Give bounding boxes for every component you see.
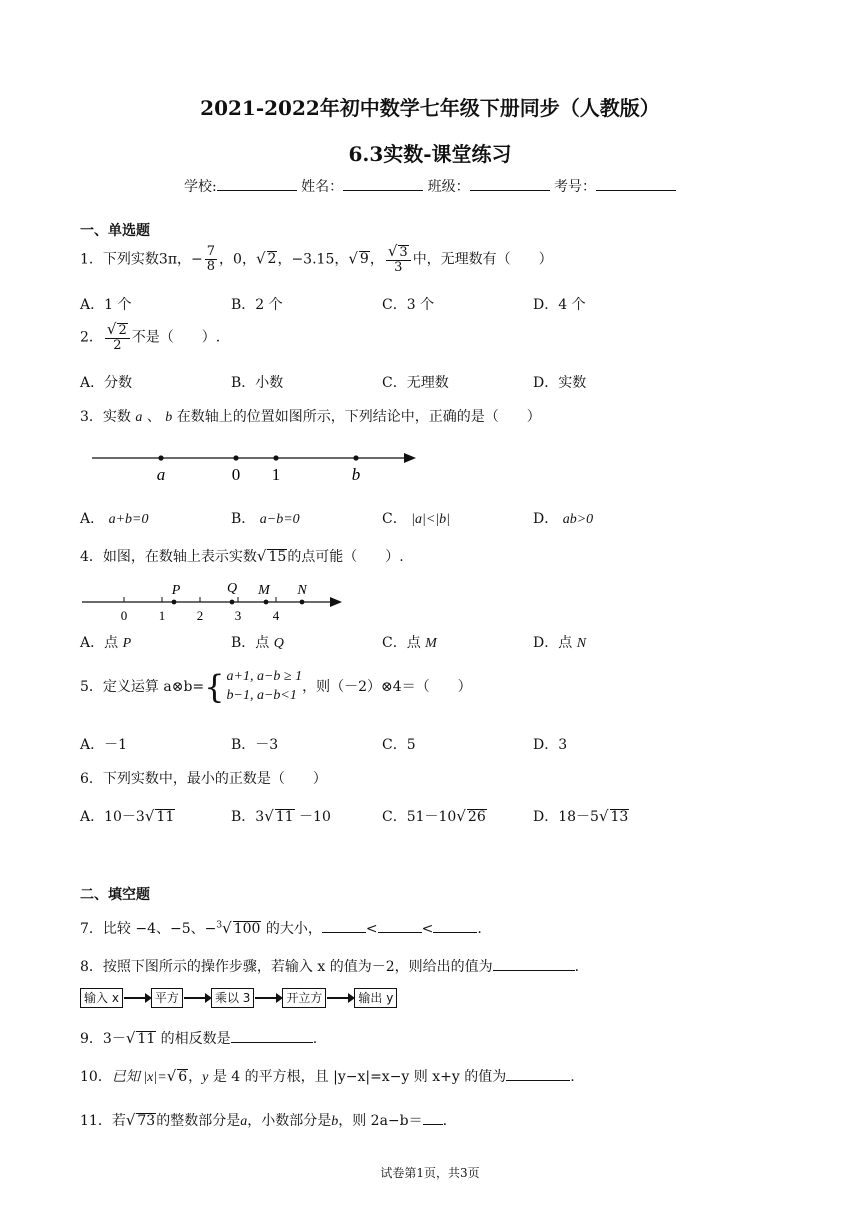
question-7 xyxy=(80,918,482,938)
q4-num-1: 1 xyxy=(158,608,166,623)
class-blank[interactable] xyxy=(470,178,550,191)
q5-text-b: ，则（－2）⊗4＝（ ） xyxy=(302,678,472,695)
radical-sign: √ xyxy=(144,807,155,825)
q4-option-d[interactable] xyxy=(533,632,586,652)
document-subtitle: 6.3实数-课堂练习 xyxy=(348,142,512,166)
q3-text-b: 在数轴上的位置如图所示，下列结论中，正确的是（ ） xyxy=(176,409,541,425)
question-3 xyxy=(80,406,541,426)
q1-sqrt-2: 2 xyxy=(267,251,277,268)
q4-option-c-letter: C．点 xyxy=(382,635,426,651)
q6-option-c-radicand: 26 xyxy=(467,809,486,825)
q4-label-n: N xyxy=(297,583,307,598)
section-single-choice: 一、单选题 xyxy=(80,223,150,239)
q1-option-b[interactable]: B．2 个 xyxy=(231,297,283,313)
radical-sign: √ xyxy=(125,1111,136,1129)
q3-label-b: b xyxy=(351,465,361,484)
page-footer: 试卷第1页，共3页 xyxy=(380,1166,480,1180)
q3-option-b[interactable] xyxy=(231,508,300,528)
q1-prefix: 下列实数3π， xyxy=(102,251,192,268)
q10-radicand: 6 xyxy=(178,1069,188,1085)
q8-text: 按照下图所示的操作步骤，若输入 x 的值为－2，则给出的值为 xyxy=(102,959,493,975)
flow-arrow-icon xyxy=(124,997,150,999)
q5-case-2: b−1, a−b<1 xyxy=(226,687,297,703)
radical-sign: √ xyxy=(255,249,266,268)
q9-pre: 3－ xyxy=(102,1031,126,1047)
q6-option-d-radicand: 13 xyxy=(610,809,629,825)
q4-num-4: 4 xyxy=(272,608,280,623)
radical-sign: √ xyxy=(166,1067,177,1085)
q5-number: 5． xyxy=(80,678,103,695)
q9-end: . xyxy=(312,1031,318,1047)
q8-number: 8． xyxy=(80,959,103,975)
q3-option-a-expr: a+b=0 xyxy=(108,512,149,527)
q4-label-m: M xyxy=(258,583,270,598)
radical-sign: √ xyxy=(456,807,466,825)
q1-fraction-7-8 xyxy=(205,245,217,273)
q2-option-d[interactable]: D．实数 xyxy=(533,375,587,391)
q1-suffix: 中，无理数有（ ） xyxy=(412,251,553,268)
q4-num-0: 0 xyxy=(120,608,128,623)
q11-text-d: ，则 2a−b＝ xyxy=(338,1113,423,1129)
radical-sign: √ xyxy=(264,807,274,825)
q6-option-c[interactable] xyxy=(382,806,487,826)
q2-suffix: 不是（ ）. xyxy=(131,329,221,346)
q1-f2-radicand: 3 xyxy=(399,245,408,260)
radical-sign: √ xyxy=(598,807,609,825)
q3-point-0 xyxy=(233,455,238,460)
flow-box-square: 平方 xyxy=(151,988,183,1008)
q1-option-d[interactable]: D．4 个 xyxy=(533,297,586,313)
q7-end: . xyxy=(477,921,482,937)
q1-number: 1． xyxy=(80,251,103,268)
q7-text-a: 比较 −4、−5、− xyxy=(102,921,217,937)
q3-number: 3． xyxy=(80,409,103,425)
question-11 xyxy=(80,1110,447,1130)
q11-var-b: b xyxy=(331,1114,339,1129)
q4-option-a-var: P xyxy=(122,636,132,651)
q1-neg-sign: − xyxy=(191,251,203,268)
q6-option-b-post: －10 xyxy=(294,809,331,825)
q4-point-n xyxy=(300,600,305,605)
q4-option-b-letter: B．点 xyxy=(231,635,274,651)
q3-label-0: 0 xyxy=(231,465,241,484)
q3-option-d-letter: D． xyxy=(533,511,559,527)
q1-f1-denominator: 8 xyxy=(206,258,216,274)
q2-denominator: 2 xyxy=(113,338,122,354)
question-9 xyxy=(80,1028,317,1048)
q2-option-a[interactable]: A．分数 xyxy=(80,375,133,391)
q3-option-c-expr: |a|<|b| xyxy=(411,512,451,527)
q3-option-d-expr: ab>0 xyxy=(562,512,594,527)
flow-box-input: 输入 x xyxy=(80,988,123,1008)
flow-box-cube-root: 开立方 xyxy=(282,988,326,1008)
q6-option-d[interactable] xyxy=(533,806,629,826)
q1-f2-denominator: 3 xyxy=(394,260,403,276)
q5-brace: { xyxy=(204,667,225,706)
q10-text-a: 已知 |x|= xyxy=(111,1070,167,1085)
name-label: 姓名： xyxy=(301,179,344,195)
q9-number: 9． xyxy=(80,1031,103,1047)
q2-fraction xyxy=(105,322,130,353)
q6-option-b-pre: B．3 xyxy=(231,809,265,825)
q11-number: 11． xyxy=(80,1113,112,1129)
q7-lt-2: < xyxy=(421,921,434,937)
q1-option-a[interactable]: A．1 个 xyxy=(80,297,132,313)
q4-option-b-var: Q xyxy=(273,636,284,651)
flow-box-multiply: 乘以 3 xyxy=(211,988,254,1008)
q7-radicand: 100 xyxy=(233,921,261,937)
q1-fraction-sqrt3-3 xyxy=(386,244,411,275)
q9-radicand: 11 xyxy=(137,1031,156,1047)
q6-option-b-radicand: 11 xyxy=(275,809,294,825)
flow-arrow-icon xyxy=(327,997,353,999)
q5-option-b[interactable]: B．－3 xyxy=(231,737,279,753)
q5-case-1: a+1, a−b ≥ 1 xyxy=(226,669,303,684)
q3-point-1 xyxy=(273,455,278,460)
q3-point-a xyxy=(158,455,163,460)
q4-point-q xyxy=(230,600,235,605)
q10-text-b: ， xyxy=(188,1069,203,1085)
q11-radicand: 73 xyxy=(137,1113,156,1129)
q3-var-a: a xyxy=(135,410,143,425)
q7-text-b: 的大小， xyxy=(261,921,322,937)
flow-box-output: 输出 y xyxy=(354,988,397,1008)
q10-end: . xyxy=(570,1069,575,1085)
q4-option-d-var: N xyxy=(576,636,587,651)
q6-number: 6． xyxy=(80,771,103,787)
school-blank[interactable] xyxy=(217,178,297,191)
name-blank[interactable] xyxy=(343,178,423,191)
q6-option-a-radicand: 11 xyxy=(156,809,175,825)
q4-radicand: 15 xyxy=(268,549,287,565)
q7-lt-1: < xyxy=(365,921,378,937)
q4-option-d-letter: D．点 xyxy=(533,635,577,651)
q3-label-1: 1 xyxy=(271,465,281,484)
radical-sign: √ xyxy=(106,320,117,338)
q3-option-a[interactable] xyxy=(80,508,148,528)
q2-option-b[interactable]: B．小数 xyxy=(231,375,284,391)
q4-text-a: 如图，在数轴上表示实数 xyxy=(102,549,257,565)
question-6 xyxy=(80,768,327,788)
q1-text-c3: ， xyxy=(369,251,384,268)
q6-option-a[interactable] xyxy=(80,806,175,826)
q11-text-c: ，小数部分是 xyxy=(247,1113,332,1129)
q4-number-line xyxy=(80,578,350,624)
question-8 xyxy=(80,956,579,976)
radical-sign: √ xyxy=(222,919,232,937)
q11-text-a: 若 xyxy=(111,1113,126,1129)
q6-text: 下列实数中，最小的正数是（ ） xyxy=(102,771,327,787)
q4-label-q: Q xyxy=(226,581,238,596)
q1-f2-numerator xyxy=(386,244,411,261)
q3-text-a: 实数 xyxy=(102,409,131,425)
q2-option-c[interactable]: C．无理数 xyxy=(382,375,449,391)
q4-num-3: 3 xyxy=(234,608,242,623)
q1-f1-numerator: 7 xyxy=(206,244,216,260)
q2-number: 2． xyxy=(80,329,103,346)
q6-option-c-pre: C．51－10 xyxy=(382,809,457,825)
q7-blank-2[interactable] xyxy=(378,920,422,933)
radical-sign: √ xyxy=(387,242,398,260)
q3-option-c-letter: C． xyxy=(382,511,407,527)
q10-text-c: 是 4 的平方根，且 |y−x|=x−y 则 x+y 的值为 xyxy=(208,1069,507,1085)
q11-blank[interactable] xyxy=(423,1112,443,1125)
q4-point-p xyxy=(172,600,177,605)
q1-option-c[interactable]: C．3 个 xyxy=(382,297,435,313)
radical-sign: √ xyxy=(256,547,267,565)
q3-option-d[interactable] xyxy=(533,508,593,528)
q11-text-b: 的整数部分是 xyxy=(156,1113,241,1129)
section-fill-blank: 二、填空题 xyxy=(80,887,150,903)
student-info-line xyxy=(0,176,860,196)
q9-blank[interactable] xyxy=(231,1030,313,1043)
q7-number: 7． xyxy=(80,921,103,937)
radical-sign: √ xyxy=(125,1029,136,1047)
flow-arrow-icon xyxy=(255,997,281,999)
radical-sign: √ xyxy=(348,249,358,268)
q9-post: 的相反数是 xyxy=(156,1031,231,1047)
q4-text-b: 的点可能（ ）. xyxy=(287,549,404,565)
q1-text-c2: ，−3.15， xyxy=(277,251,349,268)
class-label: 班级： xyxy=(427,179,470,195)
q11-var-a: a xyxy=(240,1114,248,1129)
q3-option-a-letter: A． xyxy=(80,511,105,527)
q1-text-c1: ，0， xyxy=(219,251,256,268)
q5-cases xyxy=(227,668,303,706)
q4-option-c-var: M xyxy=(425,636,437,651)
q11-end: . xyxy=(442,1113,448,1129)
q10-blank[interactable] xyxy=(506,1068,570,1081)
q4-option-a[interactable] xyxy=(80,632,131,652)
q10-var-y: y xyxy=(202,1070,209,1085)
q6-option-d-pre: D．18－5 xyxy=(533,809,599,825)
q6-option-a-pre: A．10－3 xyxy=(80,809,145,825)
q4-num-2: 2 xyxy=(196,608,204,623)
q7-root-index: 3 xyxy=(216,920,223,931)
q3-option-b-expr: a−b=0 xyxy=(259,512,300,527)
q10-number: 10． xyxy=(80,1069,112,1085)
document-title: 2021-2022年初中数学七年级下册同步（人教版） xyxy=(200,96,660,120)
q3-option-c[interactable] xyxy=(382,508,450,528)
flow-arrow-icon xyxy=(184,997,210,999)
id-label: 考号： xyxy=(554,179,597,195)
q7-blank-3[interactable] xyxy=(433,920,477,933)
question-5 xyxy=(80,668,472,706)
q4-option-c[interactable] xyxy=(382,632,437,652)
q5-text-a: 定义运算 a⊗b= xyxy=(102,678,205,695)
q3-number-line xyxy=(86,444,426,488)
question-4 xyxy=(80,546,404,566)
q5-option-c[interactable]: C．5 xyxy=(382,737,416,753)
q3-separator: 、 xyxy=(146,409,161,425)
q8-flowchart xyxy=(80,988,397,1008)
question-2 xyxy=(80,322,220,353)
q3-label-a: a xyxy=(156,465,166,484)
q2-numerator xyxy=(105,322,130,339)
q5-option-d[interactable]: D．3 xyxy=(533,737,568,753)
q4-point-m xyxy=(264,600,269,605)
q4-number: 4． xyxy=(80,549,103,565)
q8-end: . xyxy=(574,959,580,975)
q3-point-b xyxy=(353,455,358,460)
q1-sqrt-9: 9 xyxy=(359,251,369,268)
q5-option-a[interactable]: A．－1 xyxy=(80,737,128,753)
q7-blank-1[interactable] xyxy=(322,920,366,933)
question-10 xyxy=(80,1066,575,1086)
q8-blank[interactable] xyxy=(493,958,575,971)
q3-option-b-letter: B． xyxy=(231,511,256,527)
question-1 xyxy=(80,244,553,275)
q6-option-b[interactable] xyxy=(231,806,331,826)
school-label: 学校: xyxy=(183,179,217,195)
q4-option-b[interactable] xyxy=(231,632,284,652)
q4-option-a-letter: A．点 xyxy=(80,635,123,651)
id-blank[interactable] xyxy=(596,178,676,191)
q4-label-p: P xyxy=(171,583,181,598)
q3-var-b: b xyxy=(165,410,173,425)
q2-radicand: 2 xyxy=(118,323,127,338)
